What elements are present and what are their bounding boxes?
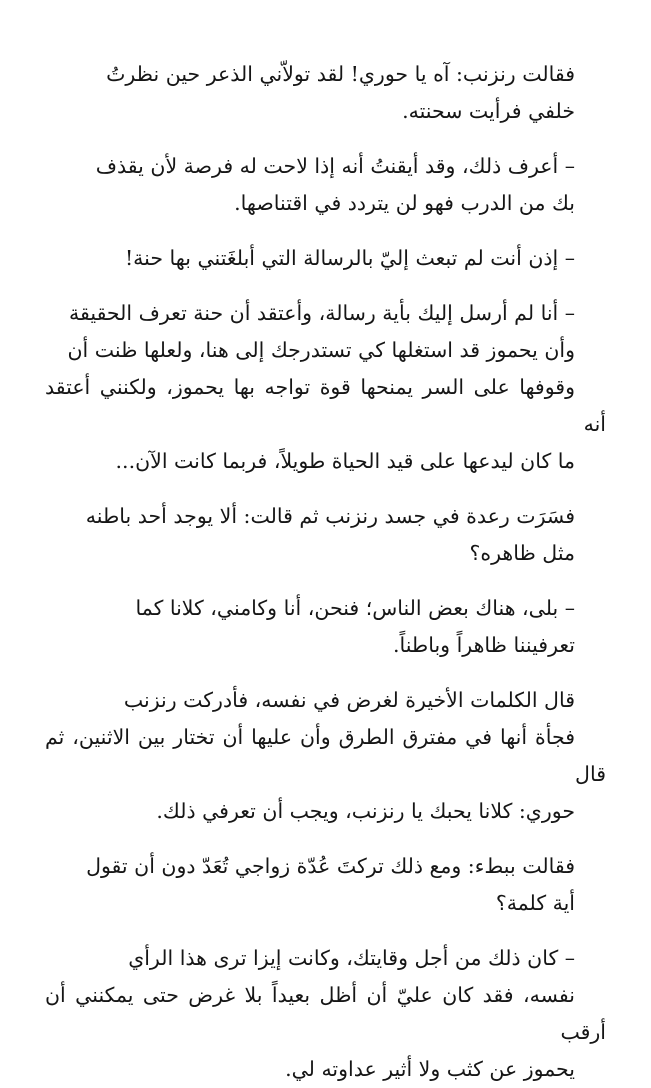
text-line: – كان ذلك من أجل وقايتك، وكانت إيزا ترى هذا الرأي (128, 946, 575, 970)
text-line: خلفي فرأيت سحنته. (402, 99, 575, 123)
paragraph-4 (45, 295, 606, 480)
text-line: قال الكلمات الأخيرة لغرض في نفسه، فأدركت رنزنب (123, 688, 575, 712)
text-line: مثل ظاهره؟ (469, 541, 575, 565)
paragraph-6 (45, 590, 606, 664)
text-line: – أنا لم أرسل إليك بأية رسالة، وأعتقد أن حنة تعرف الحقيقة (69, 301, 575, 325)
paragraph-3 (45, 240, 606, 277)
paragraph-7 (45, 682, 606, 830)
text-line: فجأة أنها في مفترق الطرق وأن عليها أن تختار بين الاثنين، ثم قال (45, 725, 606, 786)
text-line: يحموز عن كثب ولا أثير عداوته لي. (285, 1057, 575, 1081)
text-line: فقالت رنزنب: آه يا حوري! لقد تولاّني الذعر حين نظرتُ (106, 62, 575, 86)
text-line: – أعرف ذلك، وقد أيقنتُ أنه إذا لاحت له فرصة لأن يقذف (95, 154, 575, 178)
paragraph-2 (45, 148, 606, 222)
paragraph-8 (45, 848, 606, 922)
text-line: أية كلمة؟ (495, 891, 575, 915)
text-line: – إذن أنت لم تبعث إليّ بالرسالة التي أبلغَتني بها حنة! (124, 246, 575, 270)
text-line: بك من الدرب فهو لن يتردد في اقتناصها. (234, 191, 575, 215)
text-line: نفسه، فقد كان عليّ أن أظل بعيداً بلا غرض حتى يمكنني أن أرقب (45, 983, 606, 1044)
paragraph-9 (45, 940, 606, 1088)
paragraph-1 (45, 56, 606, 130)
text-line: فقالت ببطء: ومع ذلك تركتَ عُدّة زواجي تُعَدّ دون أن تقول (86, 854, 575, 878)
text-line: فسَرَت رعدة في جسد رنزنب ثم قالت: ألا يوجد أحد باطنه (85, 504, 575, 528)
text-line: ما كان ليدعها على قيد الحياة طويلاً، فربما كانت الآن... (115, 449, 575, 473)
text-line: وأن يحموز قد استغلها كي تستدرجك إلى هنا، ولعلها ظنت أن (67, 338, 575, 362)
text-line: وقوفها على السر يمنحها قوة تواجه بها يحموز، ولكنني أعتقد أنه (45, 375, 606, 436)
text-line: تعرفيننا ظاهراً وباطناً. (392, 633, 575, 657)
text-line: – بلى، هناك بعض الناس؛ فنحن، أنا وكامني، كلانا كما (135, 596, 575, 620)
paragraph-5 (45, 498, 606, 572)
text-line: حوري: كلانا يحبك يا رنزنب، ويجب أن تعرفي ذلك. (156, 799, 575, 823)
